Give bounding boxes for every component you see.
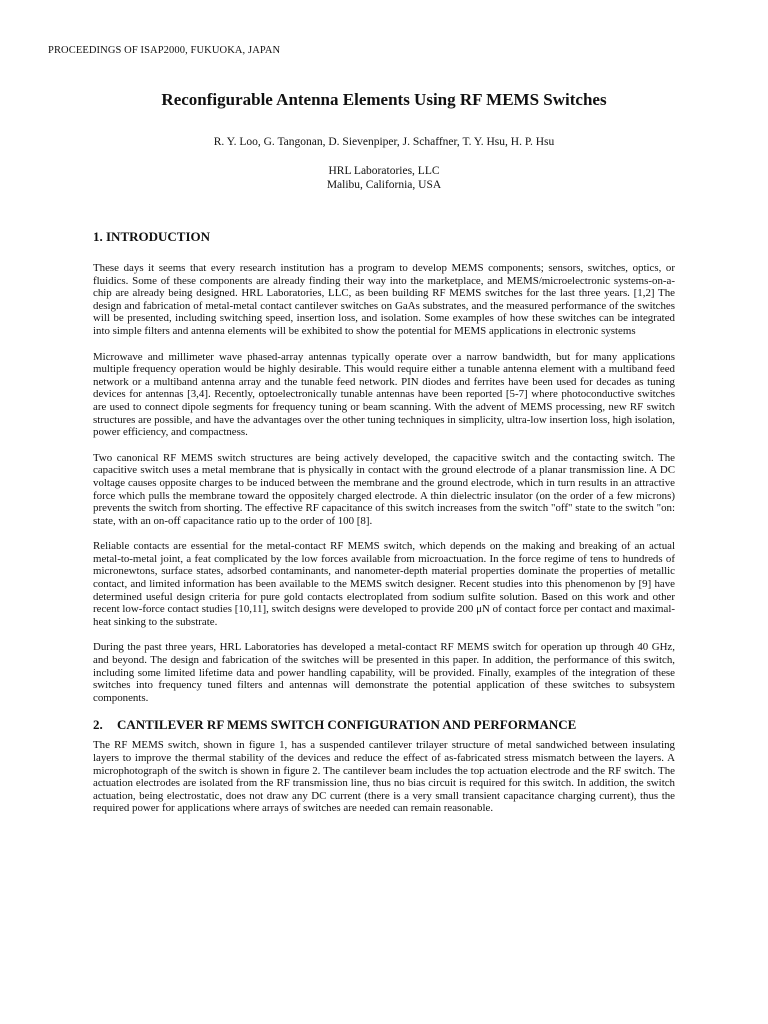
- affiliation: [0, 164, 768, 192]
- section-heading-cantilever: [93, 717, 675, 733]
- affiliation-location: Malibu, California, USA: [326, 179, 442, 191]
- paragraph: Microwave and millimeter wave phased-array antennas typically operate over a narrow bandwidth, but for many applications multiple frequency operation would be highly desirable. This would require either a tunable antenna element with a multiband feed network or a multiband antenna array and the tunable feed network. PIN diodes and ferrites have been used for decades as tuning devices for antennas [3,4]. Recently, optoelectronically tunable antennas have been reported [5-7] where photoconductive switches are used to connect dipole segments for frequency tuning or beam scanning. With the advent of MEMS processing, new RF switch structures are possible, and have the advantages over the other tuning techniques in simplicity, ultra-low insertion loss, high isolation, power efficiency, and compactness.: [93, 350, 675, 439]
- paragraph: The RF MEMS switch, shown in figure 1, has a suspended cantilever trilayer structure of metal sandwiched between insulating layers to improve the thermal stability of the devices and reduce the effect of as-fabricated stress mismatch between the layers. A microphotograph of the switch is shown in figure 2. The cantilever beam includes the top actuation electrode and the RF switch. The actuation electrodes are isolated from the RF transmission line, thus no bias circuit is required for this switch. In addition, the switch actuation, being electrostatic, does not draw any DC current (there is a very small transient capacitance charging current), thus the required power for applications where arrays of switches are needed can remain reasonable.: [93, 739, 675, 815]
- section-heading-introduction: 1. INTRODUCTION: [93, 229, 211, 244]
- paragraph: Two canonical RF MEMS switch structures are being actively developed, the capacitive switch and the contacting switch. The capacitive switch uses a metal membrane that is physically in contact with the ground electrode of a planar transmission line. A DC voltage causes opposite charges to be induced between the membrane and the ground electrode, which in turn results in an attractive force which pulls the membrane toward the oppositely charged electrode. A thin dielectric insulator (on the order of a few microns) prevents the switch from shorting. The effective RF capacitance of this switch increases from the switch "off" state to the switch "on: state, with an on-off capacitance ratio up to the order of 100 [8].: [93, 451, 675, 527]
- paper-title: Reconfigurable Antenna Elements Using RF MEMS Switches: [161, 90, 607, 109]
- author-list: R. Y. Loo, G. Tangonan, D. Sievenpiper, J. Schaffner, T. Y. Hsu, H. P. Hsu: [213, 136, 555, 148]
- paragraph: During the past three years, HRL Laboratories has developed a metal-contact RF MEMS switch for operation up through 40 GHz, and beyond. The design and fabrication of the switches will be presented in this paper. In addition, the performance of this switch, including some limited lifetime data and power handling capability, will be provided. Finally, examples of the integration of these switches into frequency tuned filters and antennas will demonstrate the potential application of these switches to subsystem components.: [93, 641, 675, 704]
- section-number: 2.: [93, 717, 103, 733]
- running-header: PROCEEDINGS OF ISAP2000, FUKUOKA, JAPAN: [48, 45, 281, 56]
- paper-body: [93, 229, 675, 815]
- section-title: CANTILEVER RF MEMS SWITCH CONFIGURATION AND PERFORMANCE: [117, 717, 577, 733]
- affiliation-organization: HRL Laboratories, LLC: [328, 165, 440, 177]
- paragraph: Reliable contacts are essential for the metal-contact RF MEMS switch, which depends on the making and breaking of an actual metal-to-metal joint, a feat complicated by the low forces available from microactuation. In the force regime of tens to hundreds of micronewtons, surface states, adsorbed contaminants, and nanometer-depth material properties dominate the properties of metallic contact, and limited information has been available to the MEMS switch designer. Recent studies into this phenomenon by [9] have determined useful design criteria for pure gold contacts electroplated from sodium sulfite solution. Based on this work and other recent low-force contact studies [10,11], switch designs were developed to provide 200 μN of contact force per contact and maximal-heat sinking to the substrate.: [93, 540, 675, 628]
- paragraph: These days it seems that every research institution has a program to develop MEMS components; sensors, switches, optics, or fluidics. Some of these components are already finding their way into the marketplace, and MEMS/microelectronic systems-on-a-chip are already being designed. HRL Laboratories, LLC, as been building RF MEMS switches for the last three years. [1,2] The design and fabrication of metal-metal contact cantilever switches on GaAs substrates, and the measured performance of the switches will be presented, including switching speed, insertion loss, and isolation. Some examples of how these switches can be integrated into simple filters and antenna elements will be exhibited to show the potential for MEMS applications in electronic systems: [93, 262, 675, 337]
